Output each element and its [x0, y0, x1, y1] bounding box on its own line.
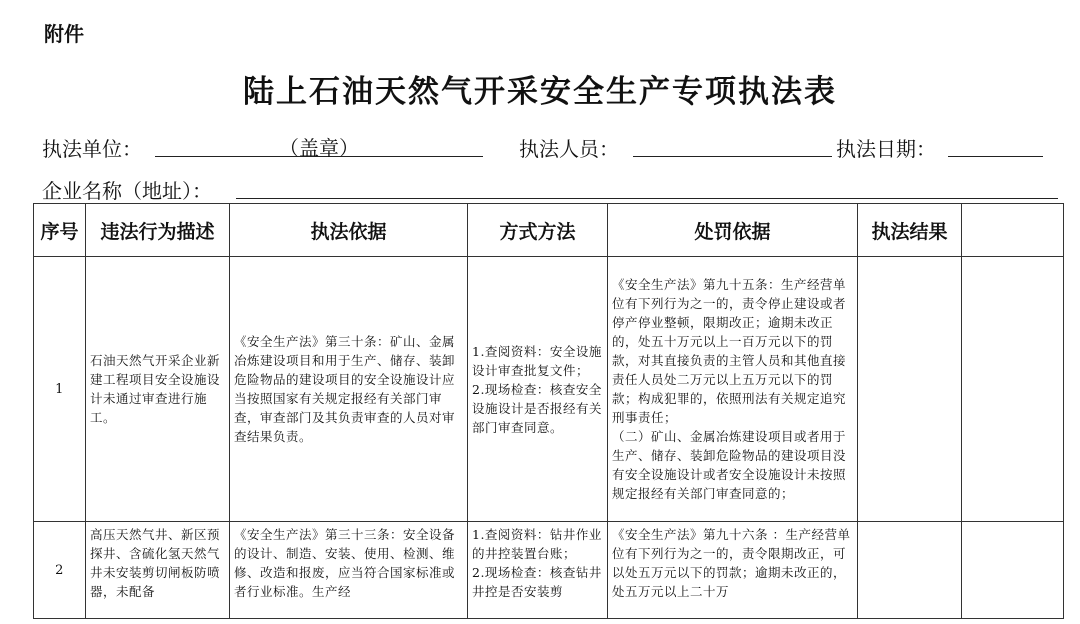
attachment-label: 附件: [44, 22, 84, 46]
header-penalty: 处罚依据: [608, 204, 858, 257]
row-num: 1: [34, 257, 86, 522]
header-num: 序号: [34, 204, 86, 257]
unit-field[interactable]: [155, 132, 483, 160]
seal-text: （盖章）: [279, 136, 359, 160]
header-basis: 执法依据: [230, 204, 468, 257]
date-label: 执法日期：: [836, 137, 936, 161]
row-method: 1.查阅资料：安全设施设计审查批复文件； 2.现场检查：核查安全设施设计是否报经有关部门审查同意。: [468, 257, 608, 522]
row-penalty: [608, 257, 858, 522]
table-row: [34, 522, 1064, 619]
row-extra[interactable]: [962, 522, 1064, 619]
row-description: 石油天然气开采企业新建工程项目安全设施设计未通过审查进行施工。: [86, 257, 230, 522]
date-field[interactable]: [948, 132, 1043, 157]
unit-label: 执法单位：: [42, 137, 142, 161]
row-extra[interactable]: [962, 257, 1064, 522]
table-row: [34, 257, 1064, 522]
person-field[interactable]: [633, 132, 832, 157]
row-basis: 《安全生产法》第三十条：矿山、金属冶炼建设项目和用于生产、储存、装卸危险物品的建设项目的安全设施设计应当按照国家有关规定报经有关部门审查，审查部门及其负责审查的人员对审查结果负责。: [230, 257, 468, 522]
company-label: 企业名称（地址）：: [42, 179, 212, 203]
header-extra: [962, 204, 1064, 257]
penalty-paragraph-2: （二）矿山、金属冶炼建设项目或者用于生产、储存、装卸危险物品的建设项目没有安全设施设计或者安全设施设计未按照规定报经有关部门审查同意的；: [612, 429, 847, 501]
row-basis: 《安全生产法》第三十三条：安全设备的设计、制造、安装、使用、检测、维修、改造和报废，应当符合国家标准或者行业标准。生产经: [230, 522, 468, 619]
row-result[interactable]: [858, 257, 962, 522]
penalty-paragraph-1: 《安全生产法》第九十五条：生产经营单位有下列行为之一的，责令停止建设或者停产停业整顿，限期改正；逾期未改正的，处五十万元以上一百万元以下的罚款，对其直接负责的主管人员和其他直接责任人员处二万元以上五万元以下的罚款；构成犯罪的，依照刑法有关规定追究刑事责任；: [612, 277, 847, 425]
row-method: 1.查阅资料：钻井作业的井控装置台账； 2.现场检查：核查钻井井控是否安装剪: [468, 522, 608, 619]
header-row: [34, 204, 1064, 257]
header-result: 执法结果: [858, 204, 962, 257]
company-field[interactable]: [236, 174, 1058, 199]
enforcement-table: [33, 203, 1064, 619]
header-description: 违法行为描述: [86, 204, 230, 257]
header-method: 方式方法: [468, 204, 608, 257]
row-penalty: 《安全生产法》第九十六条 ：生产经营单位有下列行为之一的，责令限期改正，可以处五万元以下的罚款；逾期未改正的，处五万元以上二十万: [608, 522, 858, 619]
page-title: 陆上石油天然气开采安全生产专项执法表: [243, 74, 837, 110]
row-description: 高压天然气井、新区预探井、含硫化氢天然气井未安装剪切闸板防喷器，未配备: [86, 522, 230, 619]
row-result[interactable]: [858, 522, 962, 619]
row-num: 2: [34, 522, 86, 619]
person-label: 执法人员：: [519, 137, 619, 161]
